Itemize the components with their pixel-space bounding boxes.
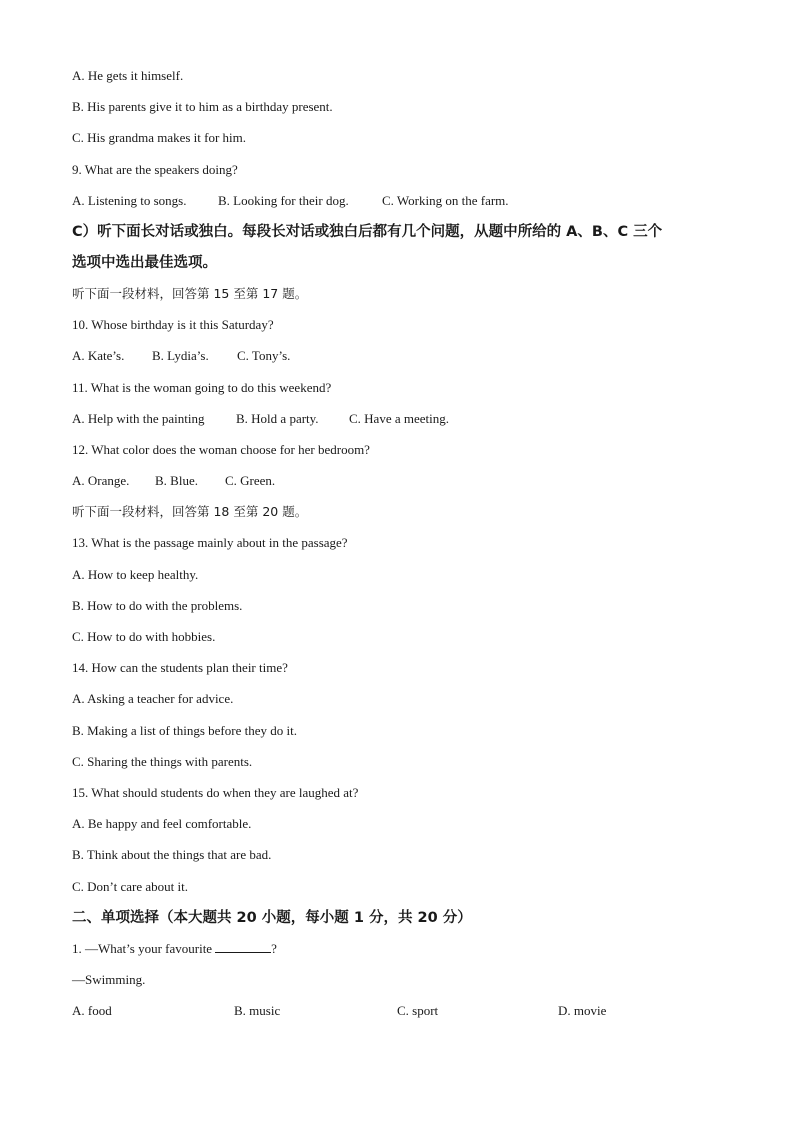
q11-question: 11. What is the woman going to do this weekend? (72, 379, 332, 395)
q11-option-a: A. Help with the painting (72, 410, 205, 426)
q9-options (72, 191, 732, 222)
q14-option-a: A. Asking a teacher for advice. (72, 691, 234, 707)
q15-option-b: B. Think about the things that are bad. (72, 847, 272, 863)
section-2-heading: 二、单项选择（本大题共 20 小题，每小题 1 分，共 20 分） (72, 909, 472, 926)
q10-question: 10. Whose birthday is it this Saturday? (72, 317, 274, 333)
q8-option-b: B. His parents give it to him as a birthday present. (72, 99, 333, 115)
q9-option-b: B. Looking for their dog. (218, 192, 349, 208)
q8-option-a: A. He gets it himself. (72, 68, 184, 83)
q12-question: 12. What color does the woman choose for her bedroom? (72, 441, 370, 457)
q9-option-a: A. Listening to songs. (72, 192, 187, 208)
q11-option-c: C. Have a meeting. (349, 410, 449, 426)
q13-option-b: B. How to do with the problems. (72, 597, 243, 613)
section-c-line1: C）听下面长对话或独白。每段长对话或独白后都有几个问题，从题中所给的 A、B、C 三个 (72, 223, 663, 240)
s2-q1-option-d: D. movie (558, 1003, 607, 1019)
q12-option-c: C. Green. (225, 473, 276, 489)
q14-question: 14. How can the students plan their time? (72, 660, 288, 676)
answer-blank (215, 940, 271, 953)
q15-option-a: A. Be happy and feel comfortable. (72, 816, 252, 832)
q13-question: 13. What is the passage mainly about in the passage? (72, 535, 348, 551)
q9-question: 9. What are the speakers doing? (72, 161, 238, 177)
s2-q1-option-a: A. food (72, 1003, 112, 1019)
section-c-line2: 选项中选出最佳选项。 (72, 254, 217, 271)
q11-options (72, 409, 732, 440)
q15-option-c: C. Don’t care about it. (72, 878, 189, 894)
s2-q1-options (72, 1001, 732, 1032)
s2-q1-option-b: B. music (234, 1003, 281, 1019)
s2-q1-prompt: 1. —What’s your favourite (72, 940, 213, 956)
q13-option-c: C. How to do with hobbies. (72, 629, 216, 644)
s2-q1-question (72, 939, 732, 970)
q9-option-c: C. Working on the farm. (382, 192, 509, 208)
exam-page (72, 66, 732, 1032)
q14-option-c: C. Sharing the things with parents. (72, 753, 253, 769)
s2-q1-prompt-end: ? (271, 940, 277, 956)
q12-option-b: B. Blue. (155, 473, 198, 489)
q12-options (72, 471, 732, 502)
material-2-instruction: 听下面一段材料，回答第 18 至第 20 题。 (72, 504, 308, 520)
q10-option-a: A. Kate’s. (72, 348, 125, 364)
material-1-instruction: 听下面一段材料，回答第 15 至第 17 题。 (72, 285, 308, 301)
q15-question: 15. What should students do when they are laughed at? (72, 784, 359, 800)
q13-option-a: A. How to keep healthy. (72, 566, 199, 582)
q8-option-c: C. His grandma makes it for him. (72, 130, 247, 146)
s2-q1-option-c: C. sport (397, 1003, 439, 1019)
q11-option-b: B. Hold a party. (236, 410, 319, 426)
q10-option-c: C. Tony’s. (237, 348, 291, 364)
q12-option-a: A. Orange. (72, 473, 130, 489)
section-c-instructions (72, 222, 732, 284)
q10-option-b: B. Lydia’s. (152, 348, 209, 364)
s2-q1-answer: —Swimming. (72, 972, 146, 988)
q10-options (72, 346, 732, 377)
q14-option-b: B. Making a list of things before they do it. (72, 722, 297, 738)
